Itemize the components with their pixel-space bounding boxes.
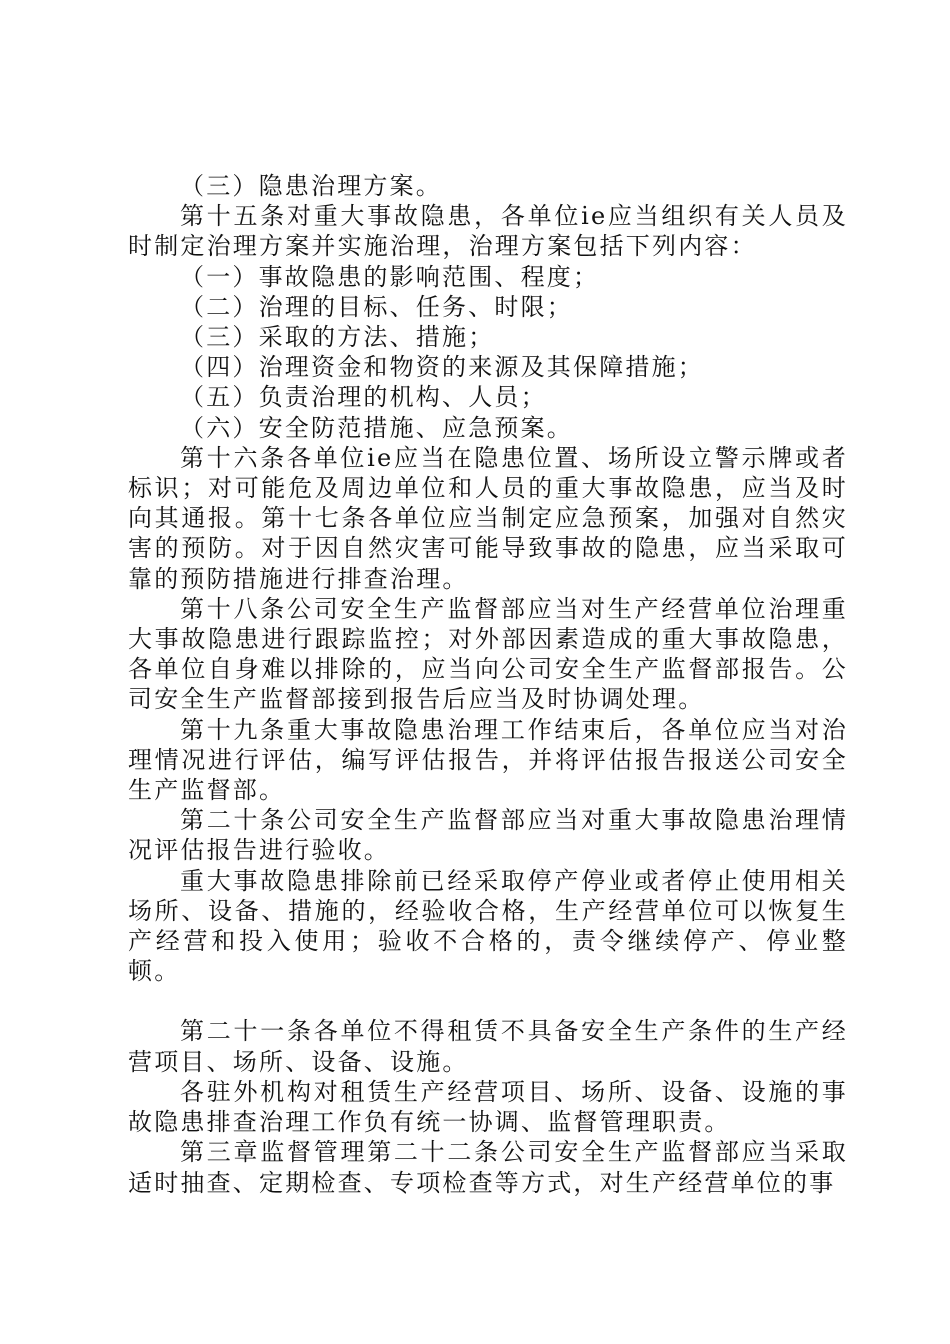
paragraph-article-20: 第二十条公司安全生产监督部应当对重大事故隐患治理情况评估报告进行验收。 — [128, 806, 848, 865]
paragraph-article-15: 第十五条对重大事故隐患，各单位ie应当组织有关人员及时制定治理方案并实施治理，治理方案包括下列内容： — [128, 202, 848, 261]
paragraph-item-5: （五）负责治理的机构、人员； — [180, 383, 547, 412]
paragraph-article-16-17: 第十六条各单位ie应当在隐患位置、场所设立警示牌或者标识；对可能危及周边单位和人员的重大事故隐患，应当及时向其通报。第十七条各单位应当制定应急预案，加强对自然灾害的预防。对于因自然灾害可能导致事故的隐患，应当采取可靠的预防措施进行排查治理。 — [128, 443, 848, 593]
paragraph-chapter-3-article-22: 第三章监督管理第二十二条公司安全生产监督部应当采取适时抽查、定期检查、专项检查等方式，对生产经营单位的事 — [128, 1138, 848, 1197]
document-body — [128, 171, 848, 1198]
paragraph-hazard-plan-heading: （三）隐患治理方案。 — [180, 172, 442, 200]
paragraph-item-3: （三）采取的方法、措施； — [180, 323, 495, 352]
paragraph-item-4: （四）治理资金和物资的来源及其保障措施； — [180, 353, 704, 382]
paragraph-item-6: （六）安全防范措施、应急预案。 — [180, 413, 573, 442]
paragraph-item-2: （二）治理的目标、任务、时限； — [180, 292, 573, 321]
paragraph-acceptance: 重大事故隐患排除前已经采取停产停业或者停止使用相关场所、设备、措施的，经验收合格，生产经营单位可以恢复生产经营和投入使用；验收不合格的，责令继续停产、停业整顿。 — [128, 866, 848, 986]
paragraph-article-21: 第二十一条各单位不得租赁不具备安全生产条件的生产经营项目、场所、设备、设施。 — [128, 1017, 848, 1076]
paragraph-article-18: 第十八条公司安全生产监督部应当对生产经营单位治理重大事故隐患进行跟踪监控；对外部因素造成的重大事故隐患，各单位自身难以排除的，应当向公司安全生产监督部报告。公司安全生产监督部接到报告后应当及时协调处理。 — [128, 594, 848, 714]
paragraph-overseas-agencies: 各驻外机构对租赁生产经营项目、场所、设备、设施的事故隐患排查治理工作负有统一协调、监督管理职责。 — [128, 1077, 848, 1137]
paragraph-article-19: 第十九条重大事故隐患治理工作结束后，各单位应当对治理情况进行评估，编写评估报告，并将评估报告报送公司安全生产监督部。 — [128, 715, 848, 805]
paragraph-item-1: （一）事故隐患的影响范围、程度； — [180, 262, 600, 291]
